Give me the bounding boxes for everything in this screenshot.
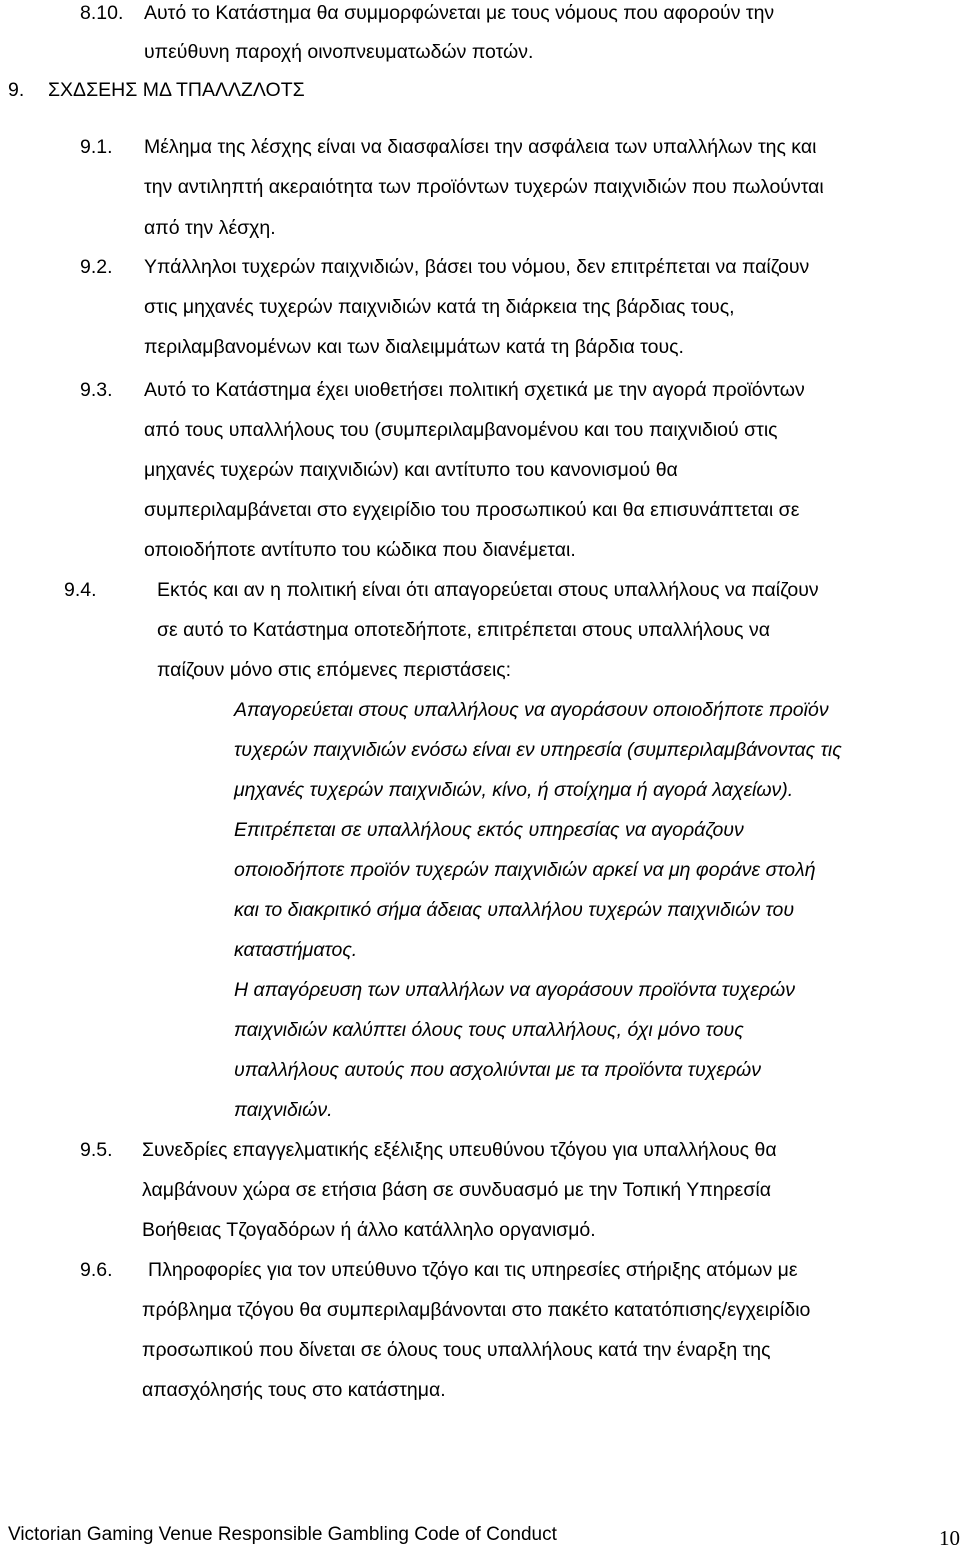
section-heading: ΣΧΔΣΕΗΣ ΜΔ ΤΠΑΛΛΖΛΟΤΣ [48, 79, 305, 101]
section-number: 9.3. [80, 379, 113, 401]
paragraph-line: πρόβλημα τζόγου θα συμπεριλαμβάνονται στο πακέτο κατατόπισης/εγχειρίδιο [142, 1299, 811, 1321]
section-number: 8.10. [80, 2, 124, 24]
paragraph-line: Συνεδρίες επαγγελματικής εξέλιξης υπευθύνου τζόγου για υπαλλήλους θα [142, 1139, 777, 1161]
paragraph-line: οποιοδήποτε αντίτυπο του κώδικα που διανέμεται. [144, 539, 576, 561]
paragraph-line: συμπεριλαμβάνεται στο εγχειρίδιο του προσωπικού και θα επισυνάπτεται σε [144, 499, 800, 521]
paragraph-line: μηχανές τυχερών παιχνιδιών) και αντίτυπο του κανονισμού θα [144, 459, 678, 481]
paragraph-line: απασχόλησής τους στο κατάστημα. [142, 1379, 446, 1401]
paragraph-line: Εκτός και αν η πολιτική είναι ότι απαγορεύεται στους υπαλλήλους να παίζουν [157, 579, 819, 601]
paragraph-line: Μέλημα της λέσχης είναι να διασφαλίσει την ασφάλεια των υπαλλήλων της και [144, 136, 817, 158]
footer-title: Victorian Gaming Venue Responsible Gambling Code of Conduct [8, 1524, 557, 1545]
section-number: 9.5. [80, 1139, 113, 1161]
paragraph-line: Αυτό το Κατάστημα θα συμμορφώνεται με τους νόμους που αφορούν την [144, 2, 775, 24]
sub-item-line: οποιοδήποτε προϊόν τυχερών παιχνιδιών αρκεί να μη φοράνε στολή [234, 859, 816, 881]
paragraph-line: από τους υπαλλήλους του (συμπεριλαμβανομένου και του παιχνιδιού στις [144, 419, 778, 441]
paragraph-line: περιλαμβανομένων και των διαλειμμάτων κατά τη βάρδια τους. [144, 336, 684, 358]
paragraph-line: Αυτό το Κατάστημα έχει υιοθετήσει πολιτική σχετικά με την αγορά προϊόντων [144, 379, 805, 401]
section-number: 9.2. [80, 256, 113, 278]
sub-item-line: παιχνιδιών καλύπτει όλους τους υπαλλήλους, όχι μόνο τους [234, 1019, 744, 1041]
sub-item-line: καταστήματος. [234, 939, 358, 961]
section-number: 9.1. [80, 136, 113, 158]
paragraph-line: Υπάλληλοι τυχερών παιχνιδιών, βάσει του νόμου, δεν επιτρέπεται να παίζουν [144, 256, 810, 278]
sub-item-line: Επιτρέπεται σε υπαλλήλους εκτός υπηρεσίας να αγοράζουν [234, 819, 744, 841]
paragraph-line: από την λέσχη. [144, 217, 276, 239]
sub-item-line: μηχανές τυχερών παιχνιδιών, κίνο, ή στοίχημα ή αγορά λαχείων). [234, 779, 794, 801]
paragraph-line: Πληροφορίες για τον υπεύθυνο τζόγο και τις υπηρεσίες στήριξης ατόμων με [148, 1259, 798, 1281]
paragraph-line: παίζουν μόνο στις επόμενες περιστάσεις: [157, 659, 512, 681]
paragraph-line: στις μηχανές τυχερών παιχνιδιών κατά τη διάρκεια της βάρδιας τους, [144, 296, 735, 318]
paragraph-line: προσωπικού που δίνεται σε όλους τους υπαλλήλους κατά την έναρξη της [142, 1339, 771, 1361]
section-number: 9.6. [80, 1259, 113, 1281]
page-number: 10 [939, 1526, 960, 1550]
paragraph-line: λαμβάνουν χώρα σε ετήσια βάση σε συνδυασμό με την Τοπική Υπηρεσία [142, 1179, 771, 1201]
paragraph-line: την αντιληπτή ακεραιότητα των προϊόντων τυχερών παιχνιδιών που πωλούνται [144, 176, 824, 198]
sub-item-line: τυχερών παιχνιδιών ενόσω είναι εν υπηρεσία (συμπεριλαμβάνοντας τις [234, 739, 842, 761]
sub-item-line: Η απαγόρευση των υπαλλήλων να αγοράσουν προϊόντα τυχερών [234, 979, 795, 1001]
paragraph-line: σε αυτό το Κατάστημα οποτεδήποτε, επιτρέπεται στους υπαλλήλους να [157, 619, 770, 641]
paragraph-line: Βοήθειας Τζογαδόρων ή άλλο κατάλληλο οργανισμό. [142, 1219, 596, 1241]
sub-item-line: υπαλλήλους αυτούς που ασχολιύνται με τα προϊόντα τυχερών [234, 1059, 761, 1081]
section-number: 9.4. [64, 579, 97, 601]
sub-item-line: παιχνιδιών. [234, 1099, 333, 1121]
section-number: 9. [8, 79, 25, 101]
sub-item-line: και το διακριτικό σήμα άδειας υπαλλήλου τυχερών παιχνιδιών του [234, 899, 795, 921]
paragraph-line: υπεύθυνη παροχή οινοπνευματωδών ποτών. [144, 41, 534, 63]
sub-item-line: Απαγορεύεται στους υπαλλήλους να αγοράσουν οποιοδήποτε προϊόν [234, 699, 829, 721]
